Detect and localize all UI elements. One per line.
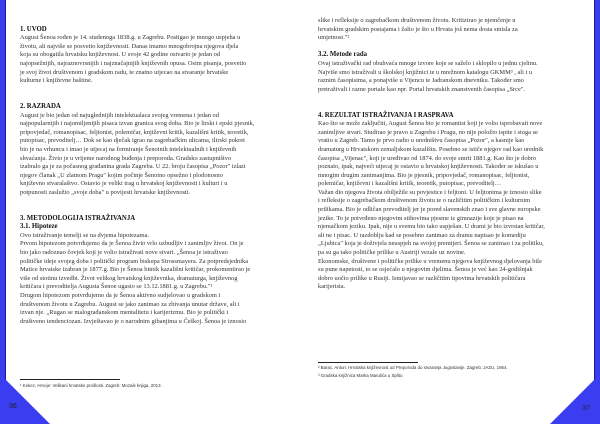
- section-body: [20, 34, 285, 86]
- text-line: mnogim drugim zanimanjima. Bio je pjesnik, pripovjedač, romanopisac, feljtonist,: [318, 171, 530, 179]
- text-line: Ovaj istraživački rad obuhvaća mnoge izvore koje se saželo i sklopilo u jednu cjelinu.: [318, 59, 538, 67]
- text-line: kulturne i književne baštine.: [20, 77, 93, 85]
- section-body: [318, 120, 588, 292]
- subsection-heading: 3.2. Metode rada: [318, 51, 368, 59]
- text-line: Kao što se može zaključiti, August Šenoa bio je romantist koji je volio isprobavati nove: [318, 120, 543, 128]
- text-line: su pune napetosti, to se osjećalo u njegovim djelima. Šenoa je već kao 24-godišnjak: [318, 266, 533, 274]
- subsection-heading: 3.1. Hipoteze: [20, 223, 58, 231]
- text-line: Najviše smo istraživali u školskoj knjižnici te u mrežnom katalogu GKMM³ , ali i u: [318, 68, 533, 76]
- section-body: [20, 232, 285, 327]
- text-line: hrvatskim gradskim postajama i žalio je što u Hrvata još nema dosta smisla za: [318, 25, 518, 33]
- text-line: književno stvaralaštvo. Ostavio je veliki trag u hrvatskoj književnosti i kulturi i u: [20, 180, 228, 188]
- text-line: putopisac, prevoditelj… Dok se kao dječak igrao na zagrebačkim ulicama, ilirski pokret: [20, 137, 245, 145]
- text-line: shvaćanja. Živio je u vrijeme narodnog buđenja i preporoda. Gradsko zastupništvo: [20, 154, 232, 162]
- right-page-edge-bar: [594, 0, 600, 424]
- text-line: bio je na vrhuncu i imao je utjecaj na formiranje Šenoinih intelektualnih i književnih: [20, 145, 237, 153]
- text-line: August je bio jedan od najuglednijih intelektualaca svojeg vremena i jedan od: [20, 111, 219, 119]
- left-page-text: [20, 17, 285, 326]
- text-line: Matice hrvatske izabran je 1877.g. Bio je Šenoa bitnik kazališni kritičar, prokomentirao je: [20, 266, 251, 274]
- text-line: dobro uočio prilike u Rusiji. Ismijavao se različitim tipovima hrvatskih političara: [318, 274, 526, 282]
- text-line: prilikama. Bio je odličan prevoditelj jer je pored slavenskih znao i sve glavne europske: [318, 206, 541, 214]
- text-line: slike i refleksije o zagrebačkom društvenom životu. Kritizirao je njemčenje u: [318, 17, 516, 24]
- text-line: društveno tendenciozan. Izvještavao je o narodnim gibanjima u Češkoj. Šenoa je iznosio: [20, 317, 247, 325]
- text-line: kritičara i prevoditelja Augusta Šenoe ugasio se 13.12.1881.g. u Zagrebu."¹: [20, 283, 213, 291]
- text-line: pripovjedač, romanopisac, feljtonist, polemičar, književni kritik, kazališni kritik, teoretik,: [20, 128, 249, 136]
- text-line: ali ne i pisac. U razdoblju kad se posebno zanimao za dramu napisao je komediju: [318, 231, 526, 239]
- text-line: njemačkom jeziku. Ipak, nije u svemu bio tako uspješan. U drami je bio izvrstan kritičar,: [318, 223, 545, 231]
- text-line: izabralo ga je za počasnog građanina grada Zagreba. U 22. broju časopisa „Pozor" izlazi: [20, 163, 246, 171]
- text-line: vratio u Zagreb. Tamo je prvo radio u uredništvu časopisa „Pozor", a kasnije kao: [318, 137, 525, 145]
- text-line: najopsežnijih, najraznovrsnijih i najznačajnijih književnih opusa. Osim pisanja, posvetio: [20, 59, 247, 67]
- footnote: ³ Gradska knjižnica Marka Marulića u Splitu: [318, 373, 403, 378]
- text-line: Ekonomske, društvene i političke prilike u vremenu njegova književnog djelovanja bile: [318, 257, 542, 265]
- section-heading: 2. RAZRADA: [20, 102, 61, 110]
- section-body: [318, 60, 588, 94]
- text-line: karijerista.: [318, 283, 346, 291]
- footnote-rule: [318, 362, 418, 363]
- text-line: raznim časopisima, a ponajviše u Vijencu te Jadranskom dnevniku. Također smo: [318, 77, 524, 85]
- text-line: Drugom hipotezom potvrđujemo da je Šenoa aktivno sudjelovao u gradskom i: [20, 292, 221, 299]
- text-line: i refleksije o zagrebačkom društvenom životu te o različitim političkim i kulturnim: [318, 197, 531, 205]
- text-line: jezike. To je potvrđeno njegovim stihovima pjesme iz gimnazije koje je pisao na: [318, 214, 524, 222]
- text-line: umjetnost."²: [318, 34, 350, 42]
- section-heading: 4. REZULTAT ISTRAŽIVANJA I RASPRAVA: [318, 111, 454, 119]
- text-line: polemičar, književni i kazališni kritik, teoretik, putopisac, prevoditelj…: [318, 180, 502, 188]
- text-line: društvenom životu u Zagrebu. August se jako zanimao za zbivanja unutar države, ali i: [20, 300, 240, 308]
- text-line: poznato, ipak, najveći utjecaj je ostavio u hrvatskoj književnosti. Također se iskušao u: [318, 163, 539, 171]
- text-line: Važan dio njegova života obilježile su povjestice i feljtoni. U feljtonima je iznosio slike: [318, 188, 542, 196]
- text-line: „Ljubica" koja je doživjela neuspjeh na svojoj premijeri. Šenoa se zanimao i za politiku,: [318, 240, 544, 248]
- section-body: [20, 112, 285, 198]
- right-page: [300, 0, 600, 424]
- text-line: pa su ga tako političke prilike u Austriji vezale uz novine.: [318, 249, 466, 257]
- text-line: Ovo istraživanje temelji se na dvjema hipotezama.: [20, 231, 150, 239]
- continued-text: [318, 17, 588, 43]
- text-line: životu, ali najviše se posvetio književnosti. Danas imamo mnogobrojna njegova djela: [20, 42, 239, 50]
- right-page-text: [318, 17, 588, 292]
- text-line: August Šenoa rođen je 14. studenoga 1838.g. u Zagrebu. Postigao je mnogo uspjeha u: [20, 34, 241, 42]
- text-line: bio jako radoznao čovjek koji je volio istraživati nove stvari. „Šenoa je istraživao: [20, 249, 228, 257]
- right-page-corner-triangle: [550, 374, 600, 424]
- text-line: potpunosti zaslužio „svoje doba" u povijesti hrvatske književnosti.: [20, 188, 191, 196]
- text-line: njegov članak „U zlatnom Pragu" kojim počinje Šenoino opsežno i plodonosno: [20, 171, 223, 179]
- footnote: ² Barac, Antun: Hrvatska književnost od Preporoda do stvaranja Jugoslavije. Zagreb: JAZU, 1954.: [318, 365, 508, 370]
- left-page-edge-bar: [0, 0, 6, 424]
- page-number: 37: [582, 405, 590, 412]
- text-line: časopisa „Vijenac", koji je uređivao od 1874. do svoje smrti 1881.g. Kao što je dobro: [318, 154, 537, 162]
- text-line: Prvom hipotezom potvrđujemo da je Šenoa živio vrlo uzbudljiv i zanimljiv život. On je: [20, 240, 244, 248]
- footnote: ¹ Kekez, Hrvoje: Velikani hrvatske prošlosti. Zagreb: Mozaik knjiga, 2013.: [20, 383, 162, 388]
- text-line: izvan nje. „Rugao se malograđanskom mentalitetu i karijerizmu. Bio je politički i: [20, 309, 229, 317]
- text-line: je svoj život društvenom i gradskom radu, te znatno utjecao na stvaranje hrvatske: [20, 68, 229, 76]
- text-line: političke ideje svojeg doba i politički program biskupa Strossmayera. Za potpredsjednika: [20, 257, 249, 265]
- text-line: pretraživali i razne portale kao npr. Portal hrvatskih znanstvenih časopisa „Srce".: [318, 85, 526, 93]
- text-line: zanimljive stvari. Studirao je pravo u Zagrebu i Pragu, no nije položio ispite i stoga se: [318, 128, 538, 136]
- text-line: koja su obogatila hrvatsku književnost. U svoje 42 godine ostvario je jedan od: [20, 51, 221, 59]
- section-heading: 1. UVOD: [20, 25, 47, 33]
- footnote-rule: [20, 379, 120, 380]
- section-heading: 3. METODOLOGIJA ISTRAŽIVANJA: [20, 214, 136, 222]
- text-line: više od stotinu izvedbi. Život velikog hrvatskog književnika, dramaturga, književnog: [20, 274, 238, 282]
- text-line: najpopularnijih i najomiljenijih pisaca izvan granica svog doba. Bio je lirski i epski pjesnik,: [20, 120, 255, 128]
- text-line: dramaturg u Hrvatskom zemaljskom kazalištu. Posebno se ističe njegov rad kao urednik: [318, 145, 544, 153]
- page-number: 36: [9, 403, 17, 410]
